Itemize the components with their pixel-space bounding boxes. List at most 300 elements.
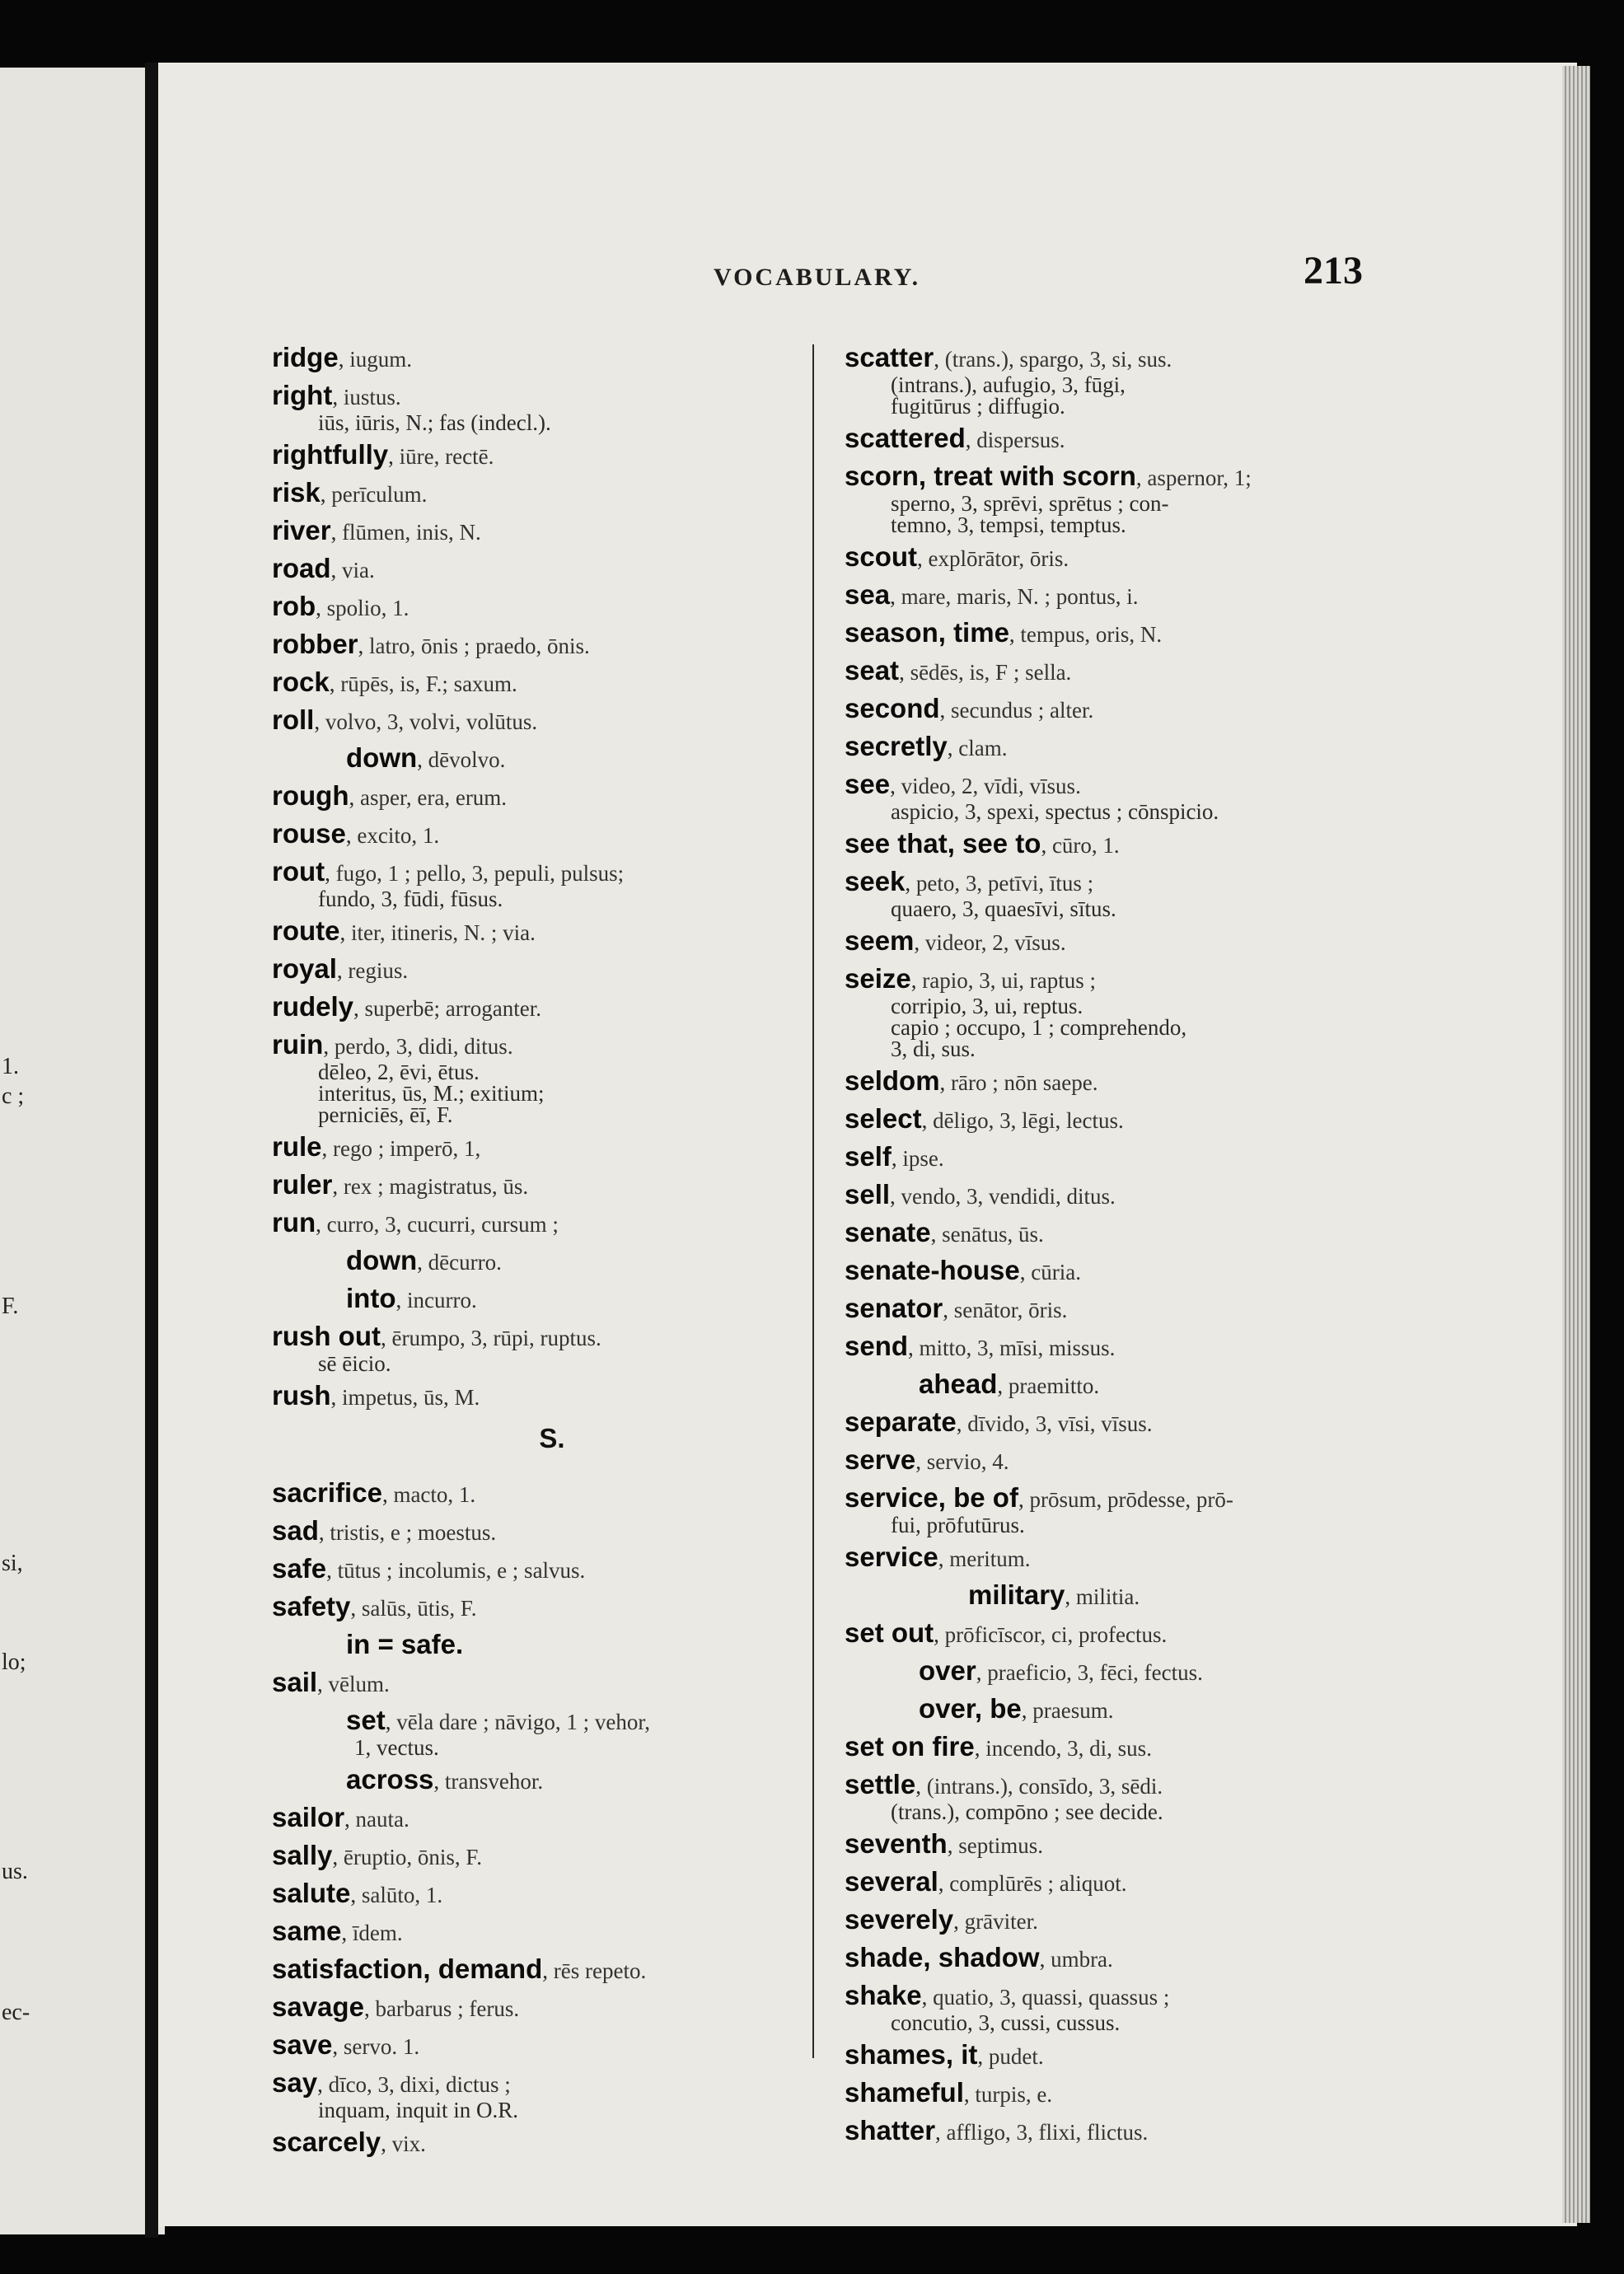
separator: ,: [917, 546, 929, 571]
headword: rough: [272, 780, 349, 811]
latin-translation: peto, 3, petīvi, ītus ;: [915, 871, 1094, 896]
latin-translation: excito, 1.: [357, 823, 440, 848]
latin-translation: quatio, 3, quassi, quassus ;: [933, 1985, 1170, 2010]
headword: seventh: [845, 1828, 948, 1859]
vocab-entry: [272, 1589, 832, 1626]
headword: several: [845, 1866, 938, 1897]
vocab-entry: [272, 1378, 832, 1415]
latin-translation: incendo, 3, di, sus.: [985, 1736, 1152, 1761]
latin-translation: rego ; imperō, 1,: [333, 1136, 481, 1161]
vocab-entry: [845, 1404, 1405, 1442]
headword: robber: [272, 629, 358, 659]
headword: roll: [272, 704, 315, 735]
headword: self: [845, 1141, 892, 1172]
latin-continuation: 3, di, sus.: [891, 1036, 976, 1061]
headword: military: [968, 1579, 1065, 1610]
vocab-entry: [845, 1902, 1405, 1939]
latin-continuation: sperno, 3, sprēvi, sprētus ; con-: [891, 491, 1169, 516]
vocab-entry: [272, 1913, 832, 1951]
headword: shake: [845, 1980, 922, 2010]
headword: risk: [272, 477, 321, 508]
vocab-entry: [845, 1366, 1405, 1404]
separator: ,: [381, 2131, 392, 2156]
latin-translation: clam.: [958, 736, 1008, 760]
running-head: VOCABULARY.: [714, 264, 921, 291]
separator: ,: [908, 1336, 920, 1360]
separator: ,: [316, 596, 327, 620]
separator: ,: [326, 1558, 338, 1583]
separator: ,: [353, 996, 365, 1021]
separator: ,: [325, 861, 336, 886]
vocab-entry: [845, 1939, 1405, 1977]
separator: ,: [997, 1373, 1009, 1398]
latin-translation: secundus ; alter.: [951, 698, 1094, 723]
headword: sally: [272, 1840, 333, 1870]
vocab-entry: [272, 475, 832, 512]
latin-translation: prōsum, prōdesse, prō-: [1029, 1487, 1233, 1512]
vocab-entry: [845, 2075, 1405, 2113]
latin-continuation: fundo, 3, fūdi, fūsus.: [318, 887, 503, 911]
vocab-entry: [272, 1129, 832, 1167]
headword: save: [272, 2029, 333, 2060]
headword: separate: [845, 1406, 957, 1437]
vocab-entry: [845, 1577, 1405, 1615]
headword: set on fire: [845, 1731, 975, 1762]
separator: ,: [915, 1449, 927, 1474]
separator: ,: [921, 1985, 934, 2010]
vocab-entry: [272, 1551, 832, 1589]
left-page-fragment: c ;: [2, 1083, 25, 1109]
vocab-entry: [272, 1989, 832, 2027]
vocab-entry: [272, 1664, 832, 1702]
separator: ,: [934, 1622, 945, 1647]
vocab-entry: [845, 863, 1405, 901]
latin-translation: barbarus ; ferus.: [375, 1996, 520, 2021]
vocab-entry: [845, 1252, 1405, 1290]
latin-translation: dēcurro.: [428, 1250, 502, 1275]
headword: sail: [272, 1667, 318, 1697]
latin-translation: latro, ōnis ; praedo, ōnis.: [369, 634, 590, 658]
headword: rock: [272, 667, 330, 697]
headword: second: [845, 693, 940, 723]
headword: senate-house: [845, 1255, 1020, 1285]
latin-translation: mitto, 3, mīsi, missus.: [919, 1336, 1116, 1360]
separator: ,: [977, 2044, 989, 2069]
vocab-entry: [845, 1177, 1405, 1214]
latin-translation: vēla dare ; nāvigo, 1 ; vehor,: [396, 1710, 651, 1734]
vocab-entry: [272, 1626, 832, 1664]
latin-continuation: 1, vectus.: [354, 1735, 439, 1760]
headword: safety: [272, 1591, 351, 1621]
vocab-entry: [845, 923, 1405, 961]
latin-translation: superbē; arroganter.: [364, 996, 541, 1021]
separator: ,: [938, 1546, 950, 1571]
vocab-entry: [845, 1615, 1405, 1653]
headword: rouse: [272, 818, 346, 849]
headword: see: [845, 769, 891, 799]
headword: run: [272, 1207, 316, 1238]
separator: ,: [330, 520, 343, 545]
latin-translation: explōrātor, ōris.: [928, 546, 1069, 571]
separator: ,: [332, 385, 344, 409]
latin-translation: incurro.: [406, 1288, 477, 1312]
latin-translation: impetus, ūs, M.: [342, 1385, 480, 1410]
separator: ,: [939, 698, 952, 723]
latin-translation: senātor, ōris.: [953, 1298, 1068, 1322]
latin-continuation: interitus, ūs, M.; exitium;: [318, 1081, 545, 1106]
separator: ,: [350, 1596, 362, 1621]
latin-translation: dispersus.: [976, 428, 1065, 452]
latin-translation: turpis, e.: [975, 2082, 1053, 2107]
latin-continuation: perniciēs, ēī, F.: [318, 1102, 453, 1127]
vocab-entry: [272, 664, 832, 702]
vocab-entry: [272, 1951, 832, 1989]
headword: sell: [845, 1179, 891, 1210]
vocab-entry: [845, 1101, 1405, 1139]
separator: ,: [953, 1909, 965, 1934]
vocab-entry: [845, 420, 1405, 458]
vocab-entry: [272, 740, 832, 778]
page-number: 213: [1303, 249, 1363, 292]
vocab-entry: [845, 458, 1405, 496]
latin-continuation: concutio, 3, cussi, cussus.: [891, 2010, 1121, 2035]
separator: ,: [363, 1996, 376, 2021]
headword: service, be of: [845, 1482, 1018, 1513]
headword: rush out: [272, 1321, 381, 1351]
vocab-entry: [272, 1702, 832, 1740]
vocab-entry: [845, 1328, 1405, 1366]
latin-translation: transvehor.: [444, 1769, 544, 1794]
vocab-entry: [272, 588, 832, 626]
separator: ,: [1021, 1698, 1033, 1723]
latin-translation: dēligo, 3, lēgi, lectus.: [933, 1108, 1124, 1133]
separator: ,: [417, 747, 428, 772]
headword: road: [272, 553, 331, 583]
vocab-entry: [845, 1864, 1405, 1902]
latin-translation: iter, itineris, N. ; via.: [351, 920, 536, 945]
latin-translation: servo. 1.: [343, 2034, 420, 2059]
latin-translation: cūria.: [1031, 1260, 1081, 1284]
left-page-edge: [0, 68, 165, 2234]
headword: seize: [845, 963, 911, 994]
headword: secretly: [845, 731, 948, 761]
separator: ,: [318, 1520, 330, 1545]
separator: ,: [1019, 1260, 1032, 1284]
vocab-entry: [845, 2037, 1405, 2075]
latin-translation: spolio, 1.: [326, 596, 410, 620]
latin-translation: dēvolvo.: [428, 747, 506, 772]
left-page-fragment: ec-: [2, 2000, 30, 2025]
headword: seat: [845, 655, 900, 685]
latin-continuation: iūs, iūris, N.; fas (indecl.).: [318, 410, 551, 435]
latin-translation: fugo, 1 ; pello, 3, pepuli, pulsus;: [335, 861, 625, 886]
headword: sad: [272, 1515, 319, 1546]
headword: season, time: [845, 617, 1009, 648]
separator: ,: [316, 1212, 327, 1237]
separator: ,: [1041, 833, 1052, 858]
latin-continuation: quaero, 3, quaesīvi, sītus.: [891, 896, 1116, 921]
headword: scattered: [845, 423, 966, 453]
separator: ,: [350, 1883, 362, 1907]
vocab-entry: [845, 1063, 1405, 1101]
separator: ,: [332, 1174, 344, 1199]
headword: sailor: [272, 1802, 345, 1832]
headword: severely: [845, 1904, 954, 1935]
vocab-entry: [845, 539, 1405, 577]
headword: scout: [845, 541, 918, 572]
headword: route: [272, 915, 340, 946]
separator: ,: [1018, 1487, 1030, 1512]
separator: ,: [891, 1146, 903, 1171]
latin-translation: senātus, ūs.: [942, 1222, 1044, 1247]
separator: ,: [380, 1326, 392, 1350]
headword: satisfaction, demand: [272, 1953, 543, 1984]
separator: ,: [542, 1958, 554, 1983]
headword: into: [346, 1283, 396, 1313]
headword: in = safe.: [346, 1629, 464, 1659]
vocab-entry: [845, 1539, 1405, 1577]
separator: ,: [388, 444, 400, 469]
separator: ,: [1065, 1584, 1076, 1609]
headword: settle: [845, 1769, 916, 1799]
vocab-entry: [845, 339, 1405, 377]
latin-translation: perdo, 3, didi, ditus.: [334, 1034, 513, 1059]
separator: ,: [910, 968, 923, 993]
vocab-entry: [272, 1318, 832, 1356]
vocab-entry: [845, 1977, 1405, 2015]
headword: seldom: [845, 1065, 940, 1096]
latin-translation: mare, maris, N. ; pontus, i.: [901, 584, 1139, 609]
headword: scatter: [845, 342, 934, 372]
vocab-entry: [272, 1475, 832, 1513]
latin-translation: (trans.), spargo, 3, si, sus.: [944, 347, 1172, 372]
vocab-entry: [845, 766, 1405, 804]
headword: serve: [845, 1444, 916, 1475]
vocab-entry: [272, 1027, 832, 1064]
latin-translation: pudet.: [988, 2044, 1044, 2069]
headword: senator: [845, 1293, 943, 1323]
headword: see that, see to: [845, 828, 1041, 859]
headword: senate: [845, 1217, 931, 1247]
vocab-entry: [272, 1799, 832, 1837]
latin-translation: iugum.: [349, 347, 412, 372]
latin-translation: septimus.: [958, 1833, 1043, 1858]
separator: ,: [899, 660, 910, 685]
separator: ,: [433, 1769, 445, 1794]
latin-translation: cūro, 1.: [1051, 833, 1120, 858]
headword: sacrifice: [272, 1477, 382, 1508]
section-letter: S.: [539, 1423, 565, 1453]
vocab-entry: [272, 512, 832, 550]
vocab-entry: [272, 1837, 832, 1875]
left-page-fragment: lo;: [2, 1649, 26, 1675]
latin-continuation: (intrans.), aufugio, 3, fūgi,: [891, 372, 1126, 397]
headword: sea: [845, 579, 891, 610]
separator: ,: [934, 347, 945, 372]
vocab-entry: [272, 339, 832, 377]
separator: ,: [417, 1250, 428, 1275]
latin-translation: tūtus ; incolumis, e ; salvus.: [337, 1558, 586, 1583]
separator: ,: [317, 1672, 329, 1696]
separator: ,: [890, 1184, 901, 1209]
headword: rightfully: [272, 439, 389, 470]
latin-translation: vēlum.: [328, 1672, 390, 1696]
headword: savage: [272, 1991, 364, 2022]
headword: scarcely: [272, 2127, 381, 2157]
latin-translation: iustus.: [343, 385, 401, 409]
latin-translation: affligo, 3, flixi, flictus.: [946, 2120, 1149, 2145]
headword: river: [272, 515, 331, 545]
entries-s: [272, 1475, 832, 2162]
separator: ,: [943, 1298, 954, 1322]
latin-translation: (intrans.), consīdo, 3, sēdi.: [926, 1774, 1163, 1799]
separator: ,: [338, 347, 350, 372]
latin-translation: ipse.: [902, 1146, 944, 1171]
separator: ,: [323, 1034, 335, 1059]
separator: ,: [385, 1710, 397, 1734]
vocab-entry: [272, 702, 832, 740]
latin-continuation: (trans.), compōno ; see decide.: [891, 1799, 1163, 1824]
separator: ,: [321, 1136, 334, 1161]
vocab-entry: [845, 1826, 1405, 1864]
separator: ,: [332, 1845, 344, 1869]
separator: ,: [317, 2072, 329, 2097]
separator: ,: [336, 958, 349, 983]
separator: ,: [915, 1774, 927, 1799]
headword: set out: [845, 1617, 934, 1648]
headword: same: [272, 1916, 342, 1946]
entries-s-continued: [845, 339, 1405, 2150]
headword: shade, shadow: [845, 1942, 1040, 1972]
latin-continuation: aspicio, 3, spexi, spectus ; cōnspicio.: [891, 799, 1219, 824]
vocab-entry: [272, 2065, 832, 2103]
latin-translation: complūrēs ; aliquot.: [949, 1871, 1127, 1896]
separator: ,: [914, 930, 925, 955]
latin-translation: sēdēs, is, F ; sella.: [910, 660, 1072, 685]
headword: ridge: [272, 342, 339, 372]
latin-translation: praemitto.: [1008, 1373, 1100, 1398]
latin-translation: dīco, 3, dixi, dictus ;: [328, 2072, 511, 2097]
headword: rule: [272, 1131, 322, 1162]
vocab-entry: [845, 1442, 1405, 1480]
headword: say: [272, 2067, 318, 2098]
latin-continuation: fui, prōfutūrus.: [891, 1513, 1025, 1537]
latin-translation: rex ; magistratus, ūs.: [343, 1174, 529, 1199]
headword: across: [346, 1764, 434, 1794]
vocab-entry: [272, 1167, 832, 1205]
latin-translation: dīvido, 3, vīsi, vīsus.: [967, 1411, 1153, 1436]
vocab-entry: [845, 826, 1405, 863]
vocab-entry: [845, 2113, 1405, 2150]
separator: ,: [974, 1736, 986, 1761]
separator: ,: [956, 1411, 968, 1436]
vocab-entry: [272, 1875, 832, 1913]
separator: ,: [1009, 622, 1021, 647]
headword: down: [346, 1245, 418, 1275]
latin-continuation: corripio, 3, ui, reptus.: [891, 994, 1083, 1018]
latin-translation: grāviter.: [964, 1909, 1038, 1934]
latin-continuation: inquam, inquit in O.R.: [318, 2098, 518, 2122]
separator: ,: [332, 2034, 344, 2059]
latin-translation: vendo, 3, vendidi, ditus.: [901, 1184, 1116, 1209]
vocab-entry: [845, 690, 1405, 728]
vocab-entry: [272, 1762, 832, 1799]
headword: service: [845, 1542, 938, 1572]
vocab-entry: [845, 1766, 1405, 1804]
separator: ,: [358, 634, 370, 658]
separator: ,: [344, 1807, 356, 1832]
vocab-entry: [272, 550, 832, 588]
separator: ,: [381, 1482, 394, 1507]
latin-translation: perīculum.: [331, 482, 428, 507]
headword: rush: [272, 1380, 331, 1411]
vocab-entry: [272, 989, 832, 1027]
latin-translation: tempus, oris, N.: [1020, 622, 1163, 647]
latin-translation: aspernor, 1;: [1147, 466, 1252, 490]
headword: ruler: [272, 1169, 333, 1200]
latin-continuation: temno, 3, tempsi, temptus.: [891, 512, 1126, 537]
latin-continuation: sē ēicio.: [318, 1351, 391, 1376]
headword: shameful: [845, 2077, 964, 2108]
latin-translation: meritum.: [949, 1546, 1031, 1571]
latin-translation: salūs, ūtis, F.: [361, 1596, 477, 1621]
headword: royal: [272, 953, 337, 984]
right-column: [845, 339, 1405, 2150]
latin-translation: salūto, 1.: [361, 1883, 443, 1907]
headword: ahead: [919, 1369, 998, 1399]
separator: ,: [330, 1385, 343, 1410]
latin-translation: vix.: [391, 2131, 426, 2156]
latin-translation: flūmen, inis, N.: [342, 520, 481, 545]
vocab-entry: [272, 626, 832, 664]
separator: ,: [330, 558, 343, 583]
separator: ,: [890, 774, 901, 798]
vocab-entry: [845, 615, 1405, 653]
separator: ,: [339, 920, 351, 945]
left-page-fragment: us.: [2, 1859, 28, 1884]
left-page-fragment: si,: [2, 1551, 23, 1576]
separator: ,: [395, 1288, 407, 1312]
vocab-entry: [272, 377, 832, 415]
separator: ,: [921, 1108, 934, 1133]
latin-translation: prōficīscor, ci, profectus.: [944, 1622, 1168, 1647]
separator: ,: [329, 671, 341, 696]
vocab-entry: [845, 1729, 1405, 1766]
vocab-entry: [845, 1139, 1405, 1177]
page-header: [0, 243, 1624, 292]
vocab-entry: [272, 2027, 832, 2065]
latin-translation: rūpēs, is, F.; saxum.: [340, 671, 517, 696]
separator: ,: [314, 709, 325, 734]
separator: ,: [341, 1921, 353, 1945]
vocab-entry: [845, 1480, 1405, 1518]
vocab-entry: [272, 1280, 832, 1318]
vocab-entry: [272, 854, 832, 891]
latin-translation: ēruptio, ōnis, F.: [343, 1845, 482, 1869]
vocab-entry: [845, 1214, 1405, 1252]
latin-translation: volvo, 3, volvi, volūtus.: [325, 709, 538, 734]
latin-translation: iūre, rectē.: [399, 444, 494, 469]
separator: ,: [935, 2120, 947, 2145]
separator: ,: [963, 2082, 976, 2107]
headword: over, be: [919, 1693, 1022, 1724]
latin-translation: servio, 4.: [926, 1449, 1009, 1474]
latin-translation: videor, 2, vīsus.: [924, 930, 1066, 955]
latin-translation: militia.: [1075, 1584, 1140, 1609]
headword: set: [346, 1705, 386, 1735]
left-column: [272, 339, 832, 2162]
vocab-entry: [272, 2124, 832, 2162]
